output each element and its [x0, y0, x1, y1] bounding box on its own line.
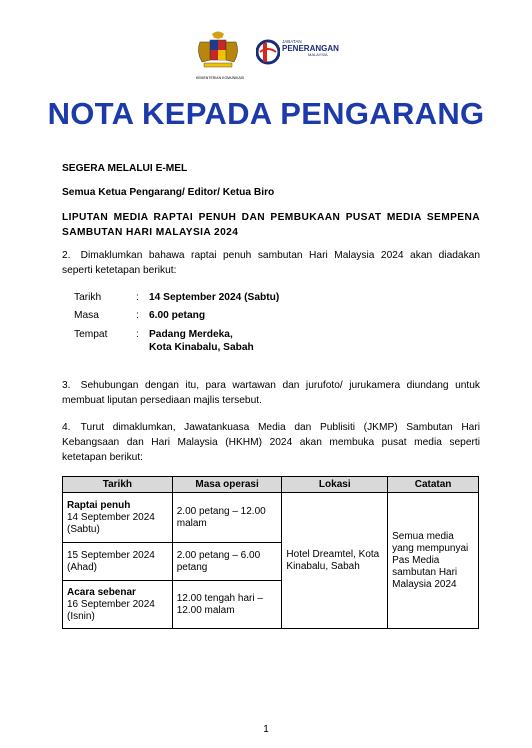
header-logos	[190, 30, 350, 82]
date-cell	[63, 581, 173, 629]
coat-of-arms-icon	[190, 30, 246, 78]
note-cell: Semua media yang mempunyai Pas Media sambutan Hari Malaysia 2024	[388, 493, 479, 629]
media-center-table	[62, 476, 479, 629]
column-header: Tarikh	[63, 477, 173, 493]
paragraph-3: 3. Sehubungan dengan itu, para wartawan dan jurufoto/ jurukamera diundang untuk membuat liputan persediaan majlis tersebut.	[62, 380, 480, 406]
date-cell	[63, 543, 173, 581]
crest-caption: KEMENTERIAN KOMUNIKASI	[195, 76, 245, 80]
paragraph-4: 4. Turut dimaklumkan, Jawatankuasa Media dan Publisiti (JKMP) Sambutan Hari Kebangsaan dan Hari Malaysia (HKHM) 2024 akan membuka pusat media seperti ketetapan berikut:	[62, 422, 480, 463]
recipients-label: Semua Ketua Pengarang/ Editor/ Ketua Biro	[62, 187, 275, 198]
event-date: 14 September 2024	[67, 511, 155, 523]
event-date: 15 September 2024	[67, 549, 155, 561]
time-cell: 2.00 petang – 6.00 petang	[172, 543, 282, 581]
urgency-label: SEGERA MELALUI E-MEL	[62, 163, 188, 174]
jpm-line2: PENERANGAN	[282, 43, 339, 53]
jpm-line1: JABATAN	[282, 39, 302, 44]
detail-colon: :	[136, 329, 139, 340]
column-header: Lokasi	[282, 477, 388, 493]
detail-label: Masa	[74, 310, 99, 321]
time-cell: 2.00 petang – 12.00 malam	[172, 493, 282, 543]
detail-row-date	[74, 290, 374, 305]
detail-value-line2: Kota Kinabalu, Sabah	[149, 342, 254, 353]
event-date: 16 September 2024	[67, 598, 155, 610]
event-name: Acara sebenar	[67, 586, 136, 598]
detail-row-venue	[74, 327, 374, 357]
event-name: Raptai penuh	[67, 499, 131, 511]
detail-colon: :	[136, 310, 139, 321]
jpm-logo	[256, 38, 346, 70]
event-day: (Isnin)	[67, 610, 95, 622]
column-header: Catatan	[388, 477, 479, 493]
table-row	[63, 493, 479, 543]
page-number: 1	[263, 724, 269, 735]
jpm-emblem-icon	[256, 38, 280, 66]
time-cell: 12.00 tengah hari – 12.00 malam	[172, 581, 282, 629]
column-header: Masa operasi	[172, 477, 282, 493]
event-day: (Sabtu)	[67, 523, 100, 535]
subject-heading: LIPUTAN MEDIA RAPTAI PENUH DAN PEMBUKAAN PUSAT MEDIA SEMPENA SAMBUTAN HARI MALAYSIA 2024	[62, 212, 480, 238]
detail-value: 14 September 2024 (Sabtu)	[149, 292, 280, 303]
detail-label: Tarikh	[74, 292, 102, 303]
page-title: NOTA KEPADA PENGARANG	[47, 96, 485, 131]
detail-value: 6.00 petang	[149, 310, 206, 321]
location-cell: Hotel Dreamtel, Kota Kinabalu, Sabah	[282, 493, 388, 629]
detail-colon: :	[136, 292, 139, 303]
detail-label: Tempat	[74, 329, 108, 340]
date-cell	[63, 493, 173, 543]
event-day: (Ahad)	[67, 561, 98, 573]
paragraph-2: 2. Dimaklumkan bahawa raptai penuh sambutan Hari Malaysia 2024 akan diadakan seperti ketetapan berikut:	[62, 250, 480, 276]
detail-value: Padang Merdeka,	[149, 329, 233, 340]
jpm-line3: MALAYSIA	[308, 51, 328, 57]
detail-row-time	[74, 308, 374, 323]
table-header-row	[63, 477, 479, 493]
